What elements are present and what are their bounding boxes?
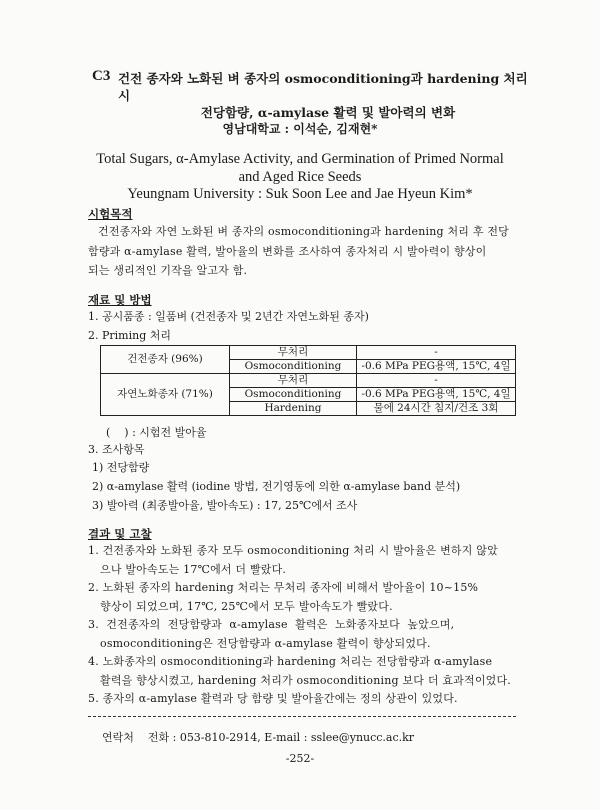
table-cell: 무처리: [230, 374, 357, 388]
methods-sub3: 3) 발아력 (최종발아율, 발아속도) : 17, 25℃에서 조사: [92, 499, 358, 512]
result3-line1: 3. 건전종자의 전당함량과 α-amylase 활력은 노화종자보다 높았으며,: [88, 618, 455, 631]
korean-authors: 영남대학교 : 이석순, 김재현*: [222, 122, 378, 136]
results-text: [88, 542, 533, 709]
divider: [88, 716, 516, 717]
abstract-code: C3: [92, 68, 111, 84]
table-cell: -: [357, 374, 516, 388]
result4-line2: 활력을 향상시켰고, hardening 처리가 osmoconditioning 보다 더 효과적이었다.: [100, 673, 512, 687]
purpose-heading: 시험목적: [88, 207, 133, 221]
methods-item3: 3. 조사항목: [88, 443, 145, 456]
contact-info: 연락처 전화 : 053-810-2914, E-mail : sslee@ynucc.ac.kr: [102, 731, 415, 744]
methods-item2: 2. Priming 처리: [88, 329, 171, 342]
methods-item1: 1. 공시품종 : 일품벼 (건전종자 및 2년간 자연노화된 종자): [88, 310, 369, 323]
table-cell: Hardening: [230, 402, 357, 416]
english-title: [60, 150, 540, 186]
table-cell-group1: 건전종자 (96%): [101, 346, 230, 374]
korean-title: [118, 70, 538, 121]
table-row: [101, 374, 516, 388]
page-number: -252-: [285, 752, 315, 765]
priming-table: [100, 345, 516, 416]
english-title-line1: Total Sugars, α-Amylase Activity, and Germination of Primed Normal: [96, 151, 504, 167]
results-heading: 결과 및 고찰: [88, 527, 152, 541]
table-cell-group2: 자연노화종자 (71%): [101, 374, 230, 416]
english-authors: Yeungnam University : Suk Soon Lee and Jae Hyeun Kim*: [127, 186, 473, 202]
korean-title-line2: 전당함량, α-amylase 활력 및 발아력의 변화: [200, 105, 456, 120]
result2-line2: 향상이 되었으며, 17℃, 25℃에서 모두 발아속도가 빨랐다.: [100, 599, 393, 613]
methods-sub2: 2) α-amylase 활력 (iodine 방법, 전기영동에 의한 α-amylase band 분석): [92, 480, 461, 493]
table-cell: -0.6 MPa PEG용액, 15℃, 4일: [357, 360, 516, 374]
methods-sub1: 1) 전당함량: [92, 461, 150, 474]
result1-line1: 1. 건전종자와 노화된 종자 모두 osmoconditioning 처리 시 발아율은 변하지 않았: [88, 544, 498, 557]
table-cell: 무처리: [230, 346, 357, 360]
result2-line1: 2. 노화된 종자의 hardening 처리는 무처리 종자에 비해서 발아율이 10~15%: [88, 581, 479, 594]
table-cell: Osmoconditioning: [230, 360, 357, 374]
korean-title-line1: 건전 종자와 노화된 벼 종자의 osmoconditioning과 hardening 처리 시: [118, 71, 528, 103]
priming-table-wrap: [100, 345, 516, 416]
result1-line2: 으나 발아속도는 17℃에서 더 빨랐다.: [100, 562, 287, 576]
table-cell: -: [357, 346, 516, 360]
purpose-line1: 건전종자와 자연 노화된 벼 종자의 osmoconditioning과 hardening 처리 후 전당: [98, 225, 510, 238]
result4-line1: 4. 노화종자의 osmoconditioning과 hardening 처리는 전당함량과 α-amylase: [88, 655, 493, 668]
table-row: [101, 346, 516, 360]
table-cell: 물에 24시간 침지/건조 3회: [357, 402, 516, 416]
table-cell: -0.6 MPa PEG용액, 15℃, 4일: [357, 388, 516, 402]
table-note: ( ) : 시험전 발아율: [106, 426, 207, 439]
purpose-line2: 함량과 α-amylase 활력, 발아율의 변화를 조사하여 종자처리 시 발아력이 향상이: [88, 244, 487, 258]
purpose-line3: 되는 생리적인 기작을 알고자 함.: [88, 264, 248, 277]
english-title-line2: and Aged Rice Seeds: [238, 169, 362, 185]
purpose-text: [88, 222, 528, 281]
methods-heading: 재료 및 방법: [88, 293, 152, 307]
result3-line2: osmoconditioning은 전당함량과 α-amylase 활력이 향상되었다.: [100, 636, 431, 650]
table-cell: Osmoconditioning: [230, 388, 357, 402]
result5-line1: 5. 종자의 α-amylase 활력과 당 함량 및 발아율간에는 정의 상관이 있었다.: [88, 692, 458, 705]
